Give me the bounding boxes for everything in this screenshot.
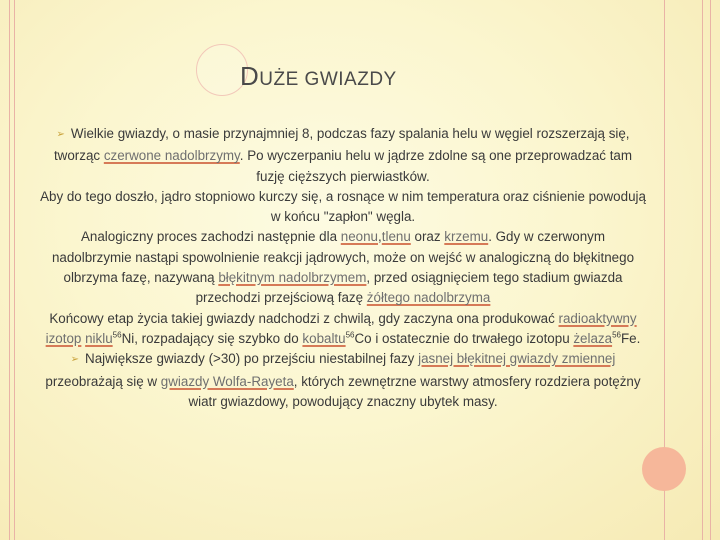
sup-56-ni: 56 [112, 330, 122, 340]
slide-body [40, 124, 646, 412]
title-rest: UŻE GWIAZDY [259, 69, 397, 90]
frame-line-right-outer [710, 0, 711, 540]
paragraph-1 [40, 124, 646, 187]
link-zelaza[interactable]: żelaza [573, 330, 613, 346]
link-niklu[interactable]: niklu [85, 330, 113, 346]
frame-line-right-inner [702, 0, 703, 540]
p3-text-1: Analogiczny proces zachodzi następnie dla [80, 229, 341, 245]
p5-text-2: przeobrażają się w [45, 373, 161, 389]
link-kobaltu[interactable]: kobaltu [302, 330, 346, 346]
sup-56-fe: 56 [612, 330, 621, 340]
link-gwiazdy-wolfa-rayeta[interactable]: gwiazdy Wolfa-Rayeta [160, 373, 294, 389]
p4-text-1: Końcowy etap życia takiej gwiazdy nadchodzi z chwilą, gdy zaczyna ona produkować [49, 310, 559, 326]
p1-text-2: . Po wyczerpaniu helu w jądrze zdolne są one przeprowadzać tam fuzję cięższych pierwiastków. [239, 148, 633, 184]
p3-text-3: . Gdy w czerwonym nadolbrzymie nastąpi spowolnienie reakcji jądrowych, może on wejść w analogiczną do błękitnego olbrzyma fazę, nazywaną [51, 229, 635, 286]
link-radioaktywny[interactable]: radioaktywny [558, 310, 637, 326]
p3-text-2: oraz [410, 229, 445, 245]
link-jasnej-blekitnej-gwiazdy-zmiennej[interactable]: jasnej błękitnej gwiazdy zmiennej [418, 351, 616, 367]
p1-text-1: Wielkie gwiazdy, o masie przynajmniej 8, podczas fazy spalania helu w węgiel rozszerzają się, tworząc [53, 126, 630, 164]
decorative-dot [642, 447, 686, 491]
frame-line-left [9, 0, 10, 540]
p3-sep-1: , [378, 229, 382, 245]
link-blekitnym-nadolbrzymem[interactable]: błękitnym nadolbrzymem [218, 270, 367, 286]
p4-text-3: Co i ostatecznie do trwałego izotopu [354, 330, 574, 346]
arrow-bullet-icon: ➢ [56, 129, 65, 140]
paragraph-4 [40, 309, 646, 350]
paragraph-3 [40, 227, 646, 308]
p3-text-4: , przed osiągnięciem tego stadium gwiazda przechodzi przejściową fazę [195, 270, 623, 306]
p4-text-2: Ni, rozpadający się szybko do [121, 330, 303, 346]
link-zoltego-nadolbrzyma[interactable]: żółtego nadolbrzyma [366, 290, 491, 306]
title-initial: D [240, 61, 260, 91]
link-krzemu[interactable]: krzemu [444, 229, 489, 245]
paragraph-2: Aby do tego doszło, jądro stopniowo kurczy się, a rosnące w nim temperatura oraz ciśnienie powodują w końcu "zapłon" węgla. [40, 188, 646, 225]
paragraph-5 [40, 349, 646, 412]
link-czerwone-nadolbrzymy[interactable]: czerwone nadolbrzymy [103, 148, 240, 164]
p4-text-4: Fe. [620, 330, 641, 346]
sup-56-co: 56 [345, 330, 355, 340]
p5-text-3: , których zewnętrzne warstwy atmosfery rozdziera potężny wiatr gwiazdowy, powodujący znaczny ubytek masy. [188, 373, 641, 409]
link-tlenu[interactable]: tlenu [381, 229, 411, 245]
p5-text-1: Największe gwiazdy (>30) po przejściu niestabilnej fazy [85, 351, 419, 367]
slide-title [240, 56, 397, 93]
frame-line-left-inner [14, 0, 15, 540]
arrow-bullet-icon: ➢ [70, 354, 80, 366]
link-neonu[interactable]: neonu [340, 229, 379, 245]
link-izotop[interactable]: izotop [45, 330, 82, 346]
